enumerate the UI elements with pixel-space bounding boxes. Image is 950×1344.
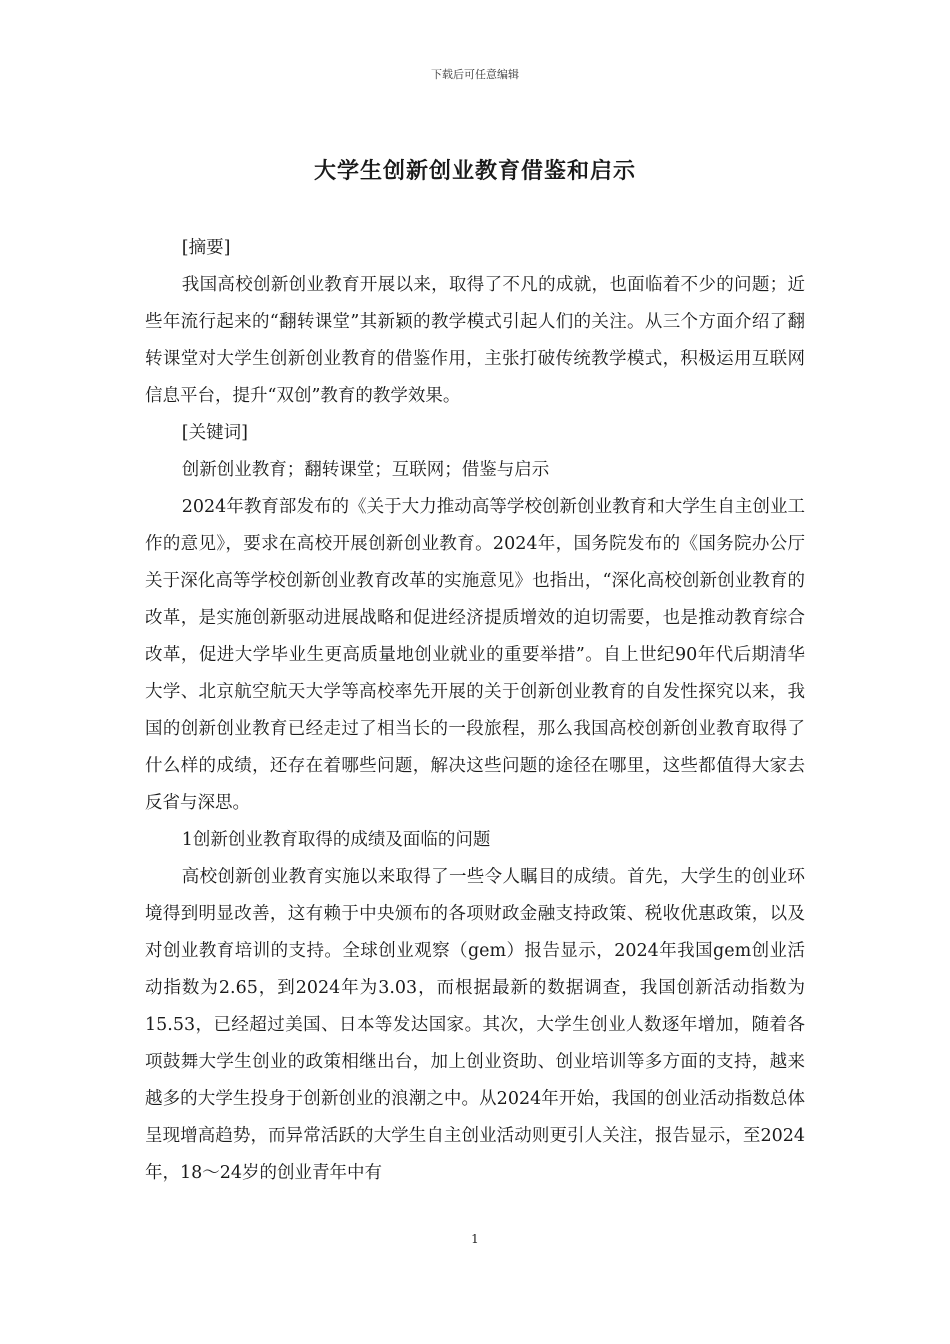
keywords-heading: [关键词] [181, 423, 248, 443]
keywords-paragraph: 创新创业教育；翻转课堂；互联网；借鉴与启示 [181, 460, 550, 480]
document-title: 大学生创新创业教育借鉴和启示 [313, 159, 636, 184]
header-note: 下载后可任意编辑 [431, 68, 519, 81]
section-heading: 1创新创业教育取得的成绩及面临的问题 [181, 830, 491, 850]
page-number: 1 [471, 1232, 479, 1246]
section-paragraph: 高校创新创业教育实施以来取得了一些令人瞩目的成绩。首先，大学生的创业环境得到明显改善，这有赖于中央颁布的各项财政金融支持政策、税收优惠政策，以及对创业教育培训的支持。全球创业观察（gem）报告显示，2024年我国gem创业活动指数为2.65，到2024年为3.03，而根据最新的数据调查，我国创新活动指数为15.53，已经超过美国、日本等发达国家。其次，大学生创业人数逐年增加，随着各项鼓舞大学生创业的政策相继出台，加上创业资助、创业培训等多方面的支持，越来越多的大学生投身于创新创业的浪潮之中。从2024年开始，我国的创业活动指数总体呈现增高趋势，而异常活跃的大学生自主创业活动则更引人关注，报告显示，至2024年，18～24岁的创业青年中有 [145, 867, 805, 1183]
abstract-heading: [摘要] [181, 238, 231, 258]
document-body [145, 230, 805, 1192]
abstract-paragraph: 我国高校创新创业教育开展以来，取得了不凡的成就，也面临着不少的问题；近些年流行起来的“翻转课堂”其新颖的教学模式引起人们的关注。从三个方面介绍了翻转课堂对大学生创新创业教育的借鉴作用，主张打破传统教学模式，积极运用互联网信息平台，提升“双创”教育的教学效果。 [145, 275, 805, 406]
intro-paragraph: 2024年教育部发布的《关于大力推动高等学校创新创业教育和大学生自主创业工作的意见》，要求在高校开展创新创业教育。2024年，国务院发布的《国务院办公厅关于深化高等学校创新创业教育改革的实施意见》也指出，“深化高校创新创业教育的改革，是实施创新驱动进展战略和促进经济提质增效的迫切需要，也是推动教育综合改革，促进大学毕业生更高质量地创业就业的重要举措”。自上世纪90年代后期清华大学、北京航空航天大学等高校率先开展的关于创新创业教育的自发性探究以来，我国的创新创业教育已经走过了相当长的一段旅程，那么我国高校创新创业教育取得了什么样的成绩，还存在着哪些问题，解决这些问题的途径在哪里，这些都值得大家去反省与深思。 [145, 497, 805, 813]
